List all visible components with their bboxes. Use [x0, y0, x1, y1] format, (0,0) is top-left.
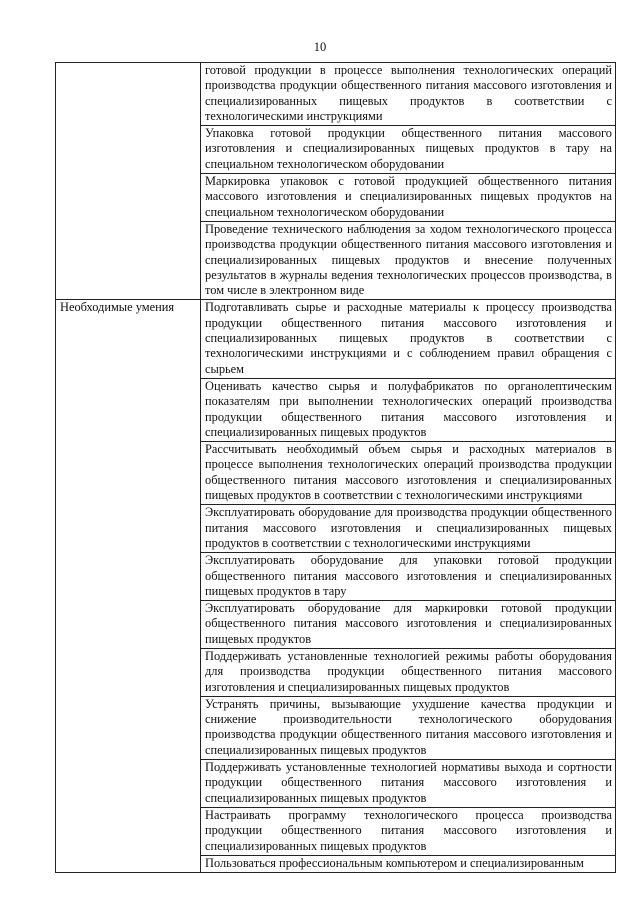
page-number: 10 [313, 40, 327, 54]
section-label-skills: Необходимые умения [56, 300, 201, 872]
table-cell: готовой продукции в процессе выполнения технологических операций производства продукции общественного питания массового изготовления и специализированных пищевых продуктов в соответствии с технологическими инструкциями [201, 63, 616, 126]
table-row [56, 63, 616, 126]
table-cell: Устранять причины, вызывающие ухудшение качества продукции и снижение производительности технологического оборудования производства продукции общественного питания массового изготовления и специализированных пищевых продуктов [201, 696, 616, 759]
table-cell: Упаковка готовой продукции общественного питания массового изготовления и специализированных пищевых продуктов в тару на специальном технологическом оборудовании [201, 126, 616, 174]
table-cell: Проведение технического наблюдения за ходом технологического процесса производства продукции общественного питания массового изготовления и специализированных пищевых продуктов и внесение полученных результатов в журналы ведения технологических процессов производства, в том числе в электронном виде [201, 221, 616, 299]
table-cell-truncated [201, 855, 616, 872]
table-cell: Эксплуатировать оборудование для упаковки готовой продукции общественного питания массового изготовления и специализированных пищевых продуктов в тару [201, 553, 616, 601]
table-cell: Поддерживать установленные технологией режимы работы оборудования для производства продукции общественного питания массового изготовления и специализированных пищевых продуктов [201, 648, 616, 696]
table-cell: Рассчитывать необходимый объем сырья и расходных материалов в процессе выполнения технологических операций производства продукции общественного питания массового изготовления и специализированных пищевых продуктов в соответствии с технологическими инструкциями [201, 442, 616, 505]
table-cell: Настраивать программу технологического процесса производства продукции общественного питания массового изготовления и специализированных пищевых продуктов [201, 807, 616, 855]
table-cell: Эксплуатировать оборудование для производства продукции общественного питания массового изготовления и специализированных пищевых продуктов в соответствии с технологическими инструкциями [201, 505, 616, 553]
table-cell: Маркировка упаковок с готовой продукцией общественного питания массового изготовления и специализированных пищевых продуктов на специальном технологическом оборудовании [201, 174, 616, 222]
truncated-text: Пользоваться профессиональным компьютером и специализированным [205, 855, 584, 870]
table-row [56, 300, 616, 378]
requirements-table [55, 62, 616, 873]
continuation-label-cell [56, 63, 201, 300]
table-cell: Подготавливать сырье и расходные материалы к процессу производства продукции общественного питания массового изготовления и специализированных пищевых продуктов в соответствии с технологическими инструкциями и с соблюдением правил обращения с сырьем [201, 300, 616, 378]
table-cell: Поддерживать установленные технологией нормативы выхода и сортности продукции общественного питания массового изготовления и специализированных пищевых продуктов [201, 760, 616, 808]
table-cell: Оценивать качество сырья и полуфабрикатов по органолептическим показателям при выполнении технологических операций производства продукции общественного питания массового изготовления и специализированных пищевых продуктов [201, 378, 616, 441]
table-cell: Эксплуатировать оборудование для маркировки готовой продукции общественного питания массового изготовления и специализированных пищевых продуктов [201, 601, 616, 649]
